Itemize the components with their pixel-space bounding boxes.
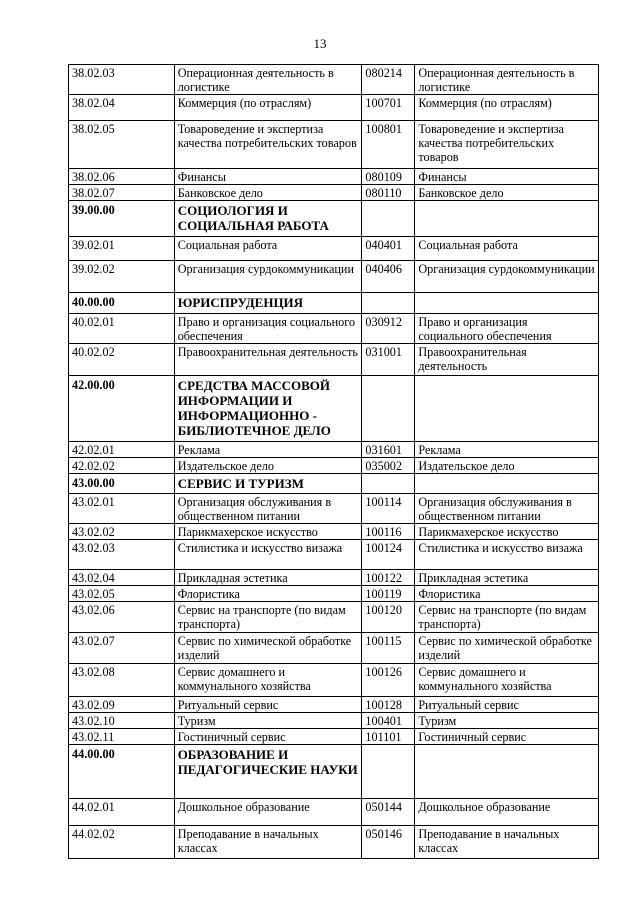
specialties-table: [68, 64, 599, 859]
name-cell: Организация обслуживания в общественном питании: [174, 494, 362, 524]
old-name-cell: Издательское дело: [415, 458, 599, 474]
old-name-cell: Реклама: [415, 442, 599, 458]
old-name-cell: [415, 474, 599, 494]
code-cell: 39.02.02: [69, 261, 175, 293]
code-cell: 42.02.01: [69, 442, 175, 458]
old-code-cell: 100122: [362, 570, 415, 586]
name-cell: Туризм: [174, 713, 362, 729]
code-cell: 44.02.02: [69, 826, 175, 859]
code-cell: 44.00.00: [69, 745, 175, 799]
code-cell: 43.02.10: [69, 713, 175, 729]
code-cell: 38.02.06: [69, 169, 175, 185]
name-cell: Флористика: [174, 586, 362, 602]
old-code-cell: 100116: [362, 524, 415, 540]
old-code-cell: [362, 745, 415, 799]
old-name-cell: Сервис на транспорте (по видам транспорта): [415, 602, 599, 633]
old-code-cell: 100801: [362, 121, 415, 169]
table-row: [69, 602, 599, 633]
old-code-cell: 040401: [362, 237, 415, 261]
name-cell: ЮРИСПРУДЕНЦИЯ: [174, 293, 362, 314]
name-cell: Право и организация социального обеспечения: [174, 314, 362, 344]
name-cell: Издательское дело: [174, 458, 362, 474]
code-cell: 43.02.05: [69, 586, 175, 602]
old-name-cell: Социальная работа: [415, 237, 599, 261]
code-cell: 39.00.00: [69, 201, 175, 237]
section-row: [69, 474, 599, 494]
code-cell: 43.02.09: [69, 697, 175, 713]
name-cell: Гостиничный сервис: [174, 729, 362, 745]
table-body: [69, 65, 599, 859]
old-name-cell: Сервис домашнего и коммунального хозяйства: [415, 664, 599, 697]
old-name-cell: Преподавание в начальных классах: [415, 826, 599, 859]
name-cell: Парикмахерское искусство: [174, 524, 362, 540]
code-cell: 40.02.02: [69, 344, 175, 376]
table-row: [69, 540, 599, 570]
name-cell: СЕРВИС И ТУРИЗМ: [174, 474, 362, 494]
old-code-cell: 100124: [362, 540, 415, 570]
code-cell: 38.02.05: [69, 121, 175, 169]
old-code-cell: 080214: [362, 65, 415, 95]
old-name-cell: Туризм: [415, 713, 599, 729]
name-cell: ОБРАЗОВАНИЕ И ПЕДАГОГИЧЕСКИЕ НАУКИ: [174, 745, 362, 799]
old-code-cell: 101101: [362, 729, 415, 745]
table-row: [69, 826, 599, 859]
page-number: 13: [313, 36, 327, 51]
old-name-cell: Коммерция (по отраслям): [415, 95, 599, 121]
old-name-cell: Организация обслуживания в общественном питании: [415, 494, 599, 524]
old-code-cell: 100128: [362, 697, 415, 713]
old-code-cell: [362, 201, 415, 237]
table-row: [69, 713, 599, 729]
name-cell: СРЕДСТВА МАССОВОЙ ИНФОРМАЦИИ И ИНФОРМАЦИОННО - БИБЛИОТЕЧНОЕ ДЕЛО: [174, 376, 362, 442]
old-code-cell: [362, 293, 415, 314]
table-row: [69, 95, 599, 121]
old-code-cell: 100401: [362, 713, 415, 729]
old-name-cell: Правоохранительная деятельность: [415, 344, 599, 376]
name-cell: Стилистика и искусство визажа: [174, 540, 362, 570]
name-cell: СОЦИОЛОГИЯ И СОЦИАЛЬНАЯ РАБОТА: [174, 201, 362, 237]
old-code-cell: 100119: [362, 586, 415, 602]
code-cell: 42.00.00: [69, 376, 175, 442]
code-cell: 43.02.06: [69, 602, 175, 633]
name-cell: Дошкольное образование: [174, 799, 362, 826]
old-name-cell: Стилистика и искусство визажа: [415, 540, 599, 570]
old-code-cell: 100115: [362, 633, 415, 664]
name-cell: Ритуальный сервис: [174, 697, 362, 713]
old-code-cell: 050144: [362, 799, 415, 826]
old-code-cell: 080109: [362, 169, 415, 185]
old-code-cell: 050146: [362, 826, 415, 859]
name-cell: Операционная деятельность в логистике: [174, 65, 362, 95]
code-cell: 43.02.08: [69, 664, 175, 697]
table-row: [69, 494, 599, 524]
old-code-cell: 031001: [362, 344, 415, 376]
name-cell: Сервис на транспорте (по видам транспорта): [174, 602, 362, 633]
table-row: [69, 799, 599, 826]
name-cell: Коммерция (по отраслям): [174, 95, 362, 121]
code-cell: 44.02.01: [69, 799, 175, 826]
code-cell: 43.02.11: [69, 729, 175, 745]
code-cell: 42.02.02: [69, 458, 175, 474]
old-name-cell: [415, 376, 599, 442]
table-row: [69, 729, 599, 745]
name-cell: Преподавание в начальных классах: [174, 826, 362, 859]
code-cell: 43.00.00: [69, 474, 175, 494]
code-cell: 43.02.04: [69, 570, 175, 586]
code-cell: 43.02.03: [69, 540, 175, 570]
name-cell: Товароведение и экспертиза качества потребительских товаров: [174, 121, 362, 169]
old-code-cell: 031601: [362, 442, 415, 458]
old-name-cell: Организация сурдокоммуникации: [415, 261, 599, 293]
name-cell: Правоохранительная деятельность: [174, 344, 362, 376]
old-code-cell: 100701: [362, 95, 415, 121]
old-name-cell: Финансы: [415, 169, 599, 185]
old-code-cell: 100120: [362, 602, 415, 633]
section-row: [69, 376, 599, 442]
code-cell: 40.02.01: [69, 314, 175, 344]
old-name-cell: [415, 293, 599, 314]
table-row: [69, 586, 599, 602]
old-code-cell: 100114: [362, 494, 415, 524]
table-row: [69, 121, 599, 169]
section-row: [69, 293, 599, 314]
old-code-cell: 080110: [362, 185, 415, 201]
table-row: [69, 185, 599, 201]
code-cell: 38.02.03: [69, 65, 175, 95]
old-name-cell: Прикладная эстетика: [415, 570, 599, 586]
old-name-cell: Дошкольное образование: [415, 799, 599, 826]
section-row: [69, 745, 599, 799]
old-name-cell: Право и организация социального обеспечения: [415, 314, 599, 344]
name-cell: Реклама: [174, 442, 362, 458]
name-cell: Сервис по химической обработке изделий: [174, 633, 362, 664]
name-cell: Финансы: [174, 169, 362, 185]
table-row: [69, 458, 599, 474]
name-cell: Организация сурдокоммуникации: [174, 261, 362, 293]
section-row: [69, 201, 599, 237]
old-name-cell: [415, 201, 599, 237]
old-code-cell: 040406: [362, 261, 415, 293]
old-name-cell: Банковское дело: [415, 185, 599, 201]
table-row: [69, 314, 599, 344]
name-cell: Социальная работа: [174, 237, 362, 261]
table-row: [69, 169, 599, 185]
old-name-cell: Товароведение и экспертиза качества потребительских товаров: [415, 121, 599, 169]
old-code-cell: [362, 376, 415, 442]
old-code-cell: 030912: [362, 314, 415, 344]
name-cell: Сервис домашнего и коммунального хозяйства: [174, 664, 362, 697]
code-cell: 39.02.01: [69, 237, 175, 261]
table-row: [69, 524, 599, 540]
table-row: [69, 664, 599, 697]
old-code-cell: [362, 474, 415, 494]
table-row: [69, 261, 599, 293]
table-row: [69, 442, 599, 458]
old-code-cell: 100126: [362, 664, 415, 697]
old-name-cell: Сервис по химической обработке изделий: [415, 633, 599, 664]
name-cell: Прикладная эстетика: [174, 570, 362, 586]
table-row: [69, 237, 599, 261]
code-cell: 38.02.07: [69, 185, 175, 201]
old-name-cell: Ритуальный сервис: [415, 697, 599, 713]
old-name-cell: Операционная деятельность в логистике: [415, 65, 599, 95]
old-code-cell: 035002: [362, 458, 415, 474]
table-row: [69, 65, 599, 95]
old-name-cell: Гостиничный сервис: [415, 729, 599, 745]
old-name-cell: Флористика: [415, 586, 599, 602]
table-row: [69, 344, 599, 376]
code-cell: 43.02.07: [69, 633, 175, 664]
table-row: [69, 697, 599, 713]
old-name-cell: Парикмахерское искусство: [415, 524, 599, 540]
code-cell: 43.02.02: [69, 524, 175, 540]
table-row: [69, 633, 599, 664]
code-cell: 43.02.01: [69, 494, 175, 524]
code-cell: 38.02.04: [69, 95, 175, 121]
table-row: [69, 570, 599, 586]
name-cell: Банковское дело: [174, 185, 362, 201]
old-name-cell: [415, 745, 599, 799]
code-cell: 40.00.00: [69, 293, 175, 314]
